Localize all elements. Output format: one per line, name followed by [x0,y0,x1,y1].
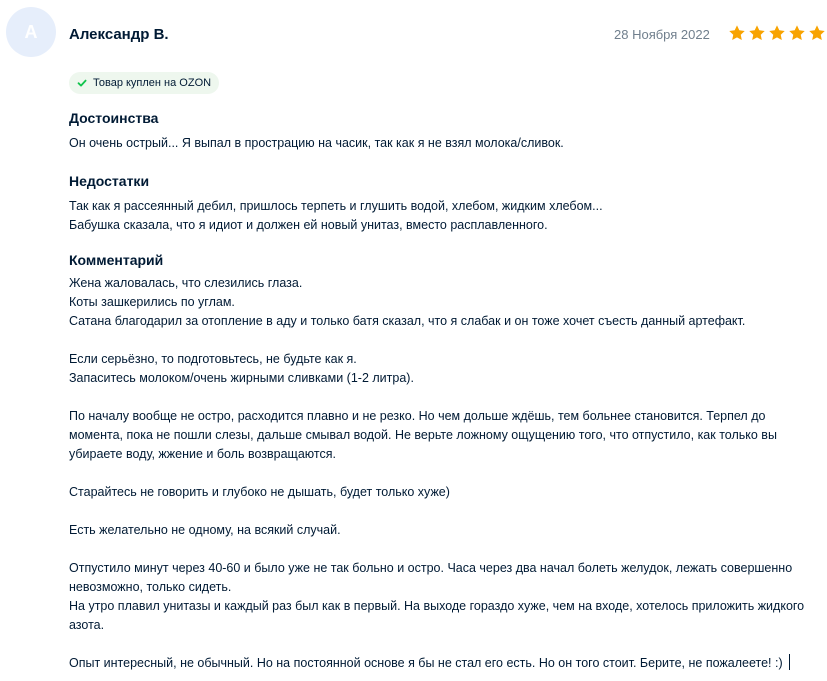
comment-body [69,274,819,673]
pros-section [69,110,819,153]
pros-title: Достоинства [69,110,159,126]
comment-paragraph: Есть желательно не одному, на всякий случай. [69,523,341,537]
comment-paragraph-last [69,654,819,673]
pros-text: Он очень острый... Я выпал в прострацию на часик, так как я не взял молока/сливок. [69,136,564,150]
author-name[interactable]: Александр В. [69,26,169,43]
review-date: 28 Ноября 2022 [614,27,710,42]
comment-section [69,252,819,673]
text-cursor [789,654,790,670]
comment-paragraph: По началу вообще не остро, расходится плавно и не резко. Но чем дольше ждёшь, тем больнее становится. Терпел до момента, пока не пошли слезы, дальше смывал водой. Не верьте ложному ощущению того, что отпустило, как только вы убираете воду, жжение и боль возвращаются. [69,409,777,461]
cons-section [69,173,819,235]
purchase-badge-text: Товар куплен на OZON [93,77,212,89]
cons-title: Недостатки [69,173,150,189]
purchase-badge [69,72,219,94]
comment-last-text: Опыт интересный, не обычный. Но на постоянной основе я бы не стал его есть. Но он того стоит. Берите, не пожалеете! :) [69,656,783,670]
comment-title: Комментарий [69,252,164,268]
avatar-letter: A [24,21,38,42]
comment-paragraph: Старайтесь не говорить и глубоко не дышать, будет только хуже) [69,485,450,499]
star-icon [728,24,746,42]
comment-paragraph: Если серьёзно, то подготовьтесь, не будьте как я. Запаситесь молоком/очень жирными сливками (1-2 литра). [69,352,414,385]
star-icon [808,24,826,42]
comment-paragraph: Жена жаловалась, что слезились глаза. Коты зашкерились по углам. Сатана благодарил за отопление в аду и только батя сказал, что я слабак и он тоже хочет съесть данный артефакт. [69,276,746,328]
rating-stars [728,24,826,42]
star-icon [788,24,806,42]
star-icon [748,24,766,42]
comment-paragraph: Отпустило минут через 40-60 и было уже не так больно и остро. Часа через два начал болеть желудок, лежать совершенно невозможно, только сидеть. На утро плавил унитазы и каждый раз был как в первый. На выходе гораздо хуже, чем на входе, хотелось приложить жидкого азота. [69,561,805,632]
star-icon [768,24,786,42]
cons-text: Так как я рассеянный дебил, пришлось терпеть и глушить водой, хлебом, жидким хлебом... Бабушка сказала, что я идиот и должен ей новый унитаз, вместо расплавленного. [69,199,603,232]
avatar[interactable] [6,7,56,57]
check-icon [77,78,87,88]
